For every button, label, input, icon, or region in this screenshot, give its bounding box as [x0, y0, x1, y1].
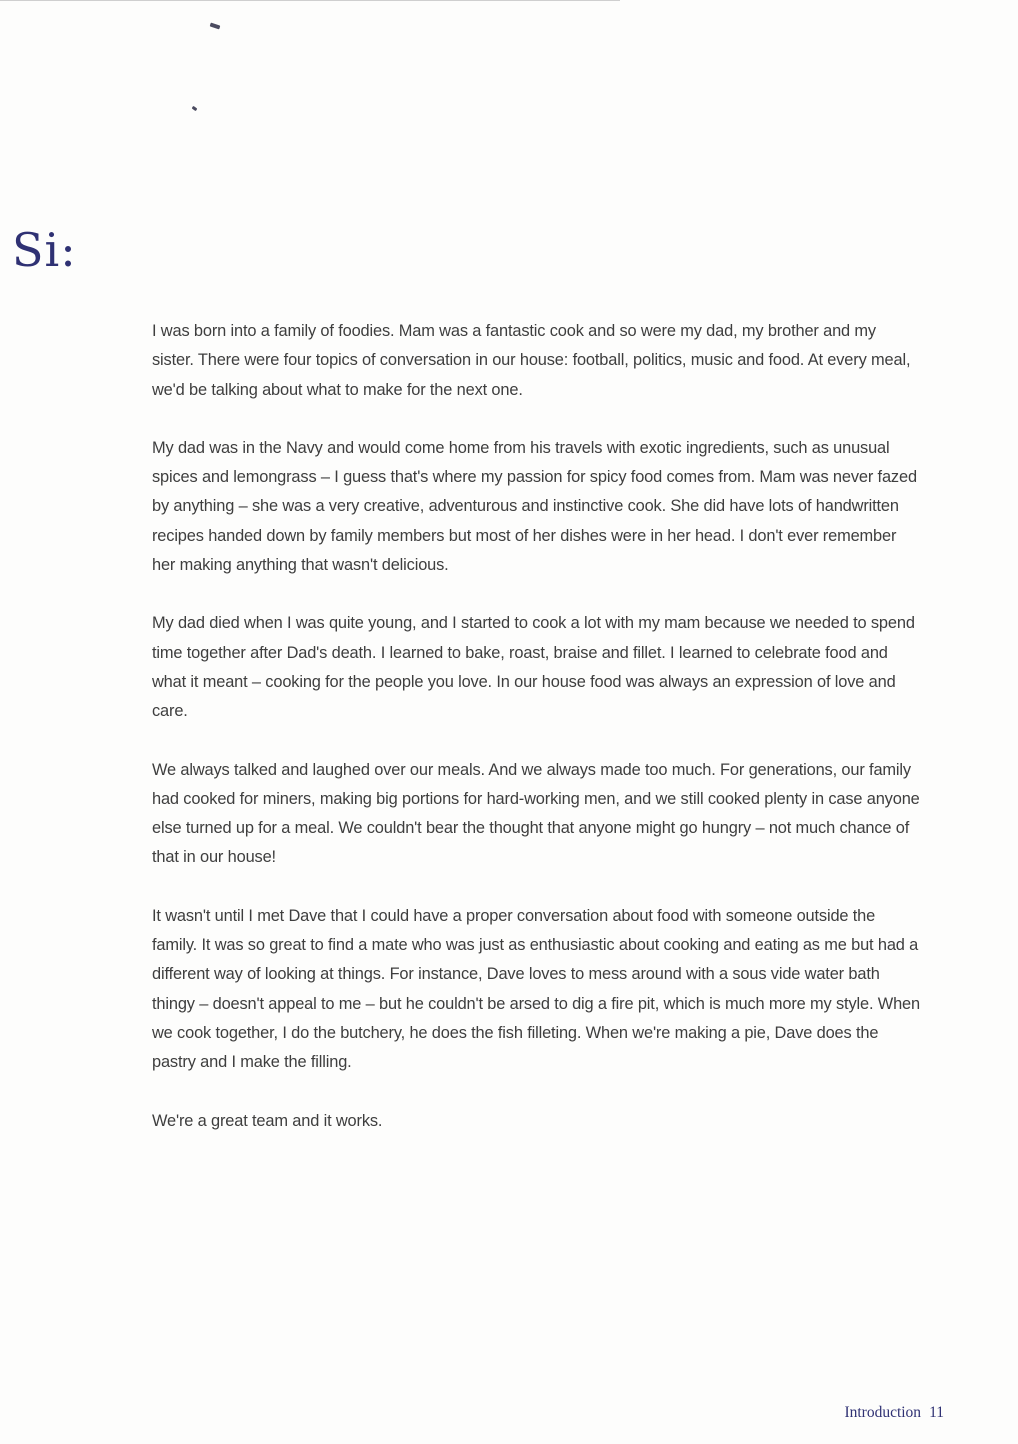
body-text	[152, 317, 922, 1165]
section-heading: Si:	[12, 223, 77, 277]
paragraph: It wasn't until I met Dave that I could have a proper conversation about food with someone outside the family. It was so great to find a mate who was just as enthusiastic about cooking and eating as me but had a different way of looking at things. For instance, Dave loves to mess around with a sous vide water bath thingy – doesn't appeal to me – but he couldn't be arsed to dig a fire pit, which is much more my style. When we cook together, I do the butchery, he does the fish filleting. When we're making a pie, Dave does the pastry and I make the filling.	[152, 906, 920, 1072]
scan-speck	[210, 23, 221, 30]
scan-edge	[0, 0, 620, 1]
paragraph: My dad died when I was quite young, and I started to cook a lot with my mam because we needed to spend time together after Dad's death. I learned to bake, roast, braise and fillet. I learned to celebrate food and what it meant – cooking for the people you love. In our house food was always an expression of love and care.	[152, 614, 915, 721]
paragraph: We're a great team and it works.	[152, 1111, 383, 1130]
paragraph: My dad was in the Navy and would come home from his travels with exotic ingredients, such as unusual spices and lemongrass – I guess that's where my passion for spicy food comes from. Mam was never fazed by anything – she was a very creative, adventurous and instinctive cook. She did have lots of handwritten recipes handed down by family members but most of her dishes were in her head. I don't ever remember her making anything that wasn't delicious.	[152, 438, 917, 575]
paragraph: We always talked and laughed over our meals. And we always made too much. For generations, our family had cooked for miners, making big portions for hard-working men, and we still cooked plenty in case anyone else turned up for a meal. We couldn't bear the thought that anyone might go hungry – not much chance of that in our house!	[152, 760, 920, 867]
paragraph: I was born into a family of foodies. Mam was a fantastic cook and so were my dad, my brother and my sister. There were four topics of conversation in our house: football, politics, music and food. At every meal, we'd be talking about what to make for the next one.	[152, 322, 911, 399]
scan-speck	[192, 106, 198, 111]
page-number: 11	[929, 1404, 944, 1421]
page-footer	[844, 1404, 944, 1422]
footer-section-name: Introduction	[844, 1404, 922, 1421]
